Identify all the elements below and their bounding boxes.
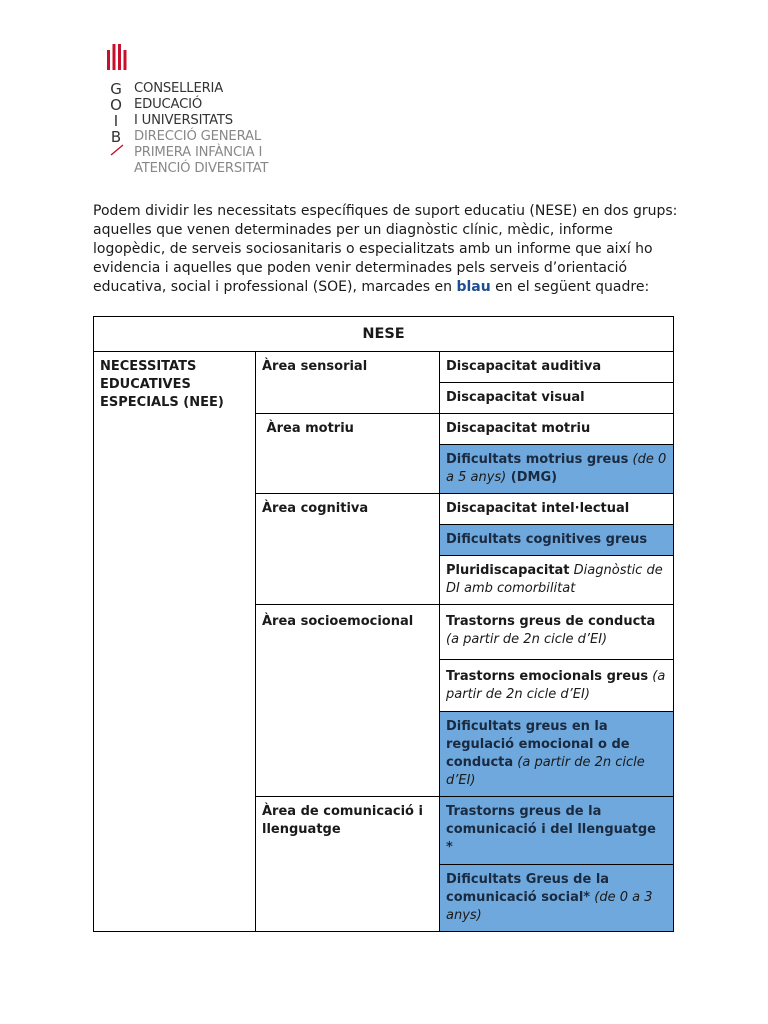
institution-logo bbox=[107, 44, 307, 184]
item-label: Discapacitat intel·lectual bbox=[446, 501, 630, 516]
item-abbrev: (DMG) bbox=[506, 470, 558, 485]
logo-line-direccio: DIRECCIÓ GENERAL bbox=[134, 129, 261, 144]
intro-paragraph bbox=[93, 202, 683, 297]
logo-slash-icon bbox=[108, 143, 126, 157]
item-discapacitat-intelectual bbox=[440, 494, 674, 525]
item-dificultats-motrius-greus bbox=[440, 445, 674, 494]
intro-text-after: en el següent quadre: bbox=[490, 279, 650, 295]
flag-stripes-icon bbox=[107, 44, 127, 72]
item-label: Trastorns greus de la comunicació i del llenguatge * bbox=[446, 804, 656, 855]
item-label: Trastorns greus de conducta bbox=[446, 614, 656, 629]
logo-line-educacio: EDUCACIÓ bbox=[134, 97, 203, 112]
area-socioemocional: Àrea socioemocional bbox=[256, 605, 440, 797]
nese-table bbox=[93, 316, 674, 932]
item-note: (a partir de 2n cicle d’EI) bbox=[446, 632, 608, 647]
item-note: Diagnòstic de DI amb comorbilitat bbox=[446, 563, 663, 596]
item-pluridiscapacitat bbox=[440, 556, 674, 605]
item-label: Pluridiscapacitat bbox=[446, 563, 570, 578]
item-label: Trastorns emocionals greus bbox=[446, 669, 649, 684]
item-label: Discapacitat visual bbox=[446, 390, 585, 405]
item-label: Dificultats greus en la regulació emocional o de conducta bbox=[446, 719, 630, 770]
table-row bbox=[94, 352, 674, 383]
item-dificultats-cognitives-greus bbox=[440, 525, 674, 556]
item-label: Dificultats Greus de la comunicació social* bbox=[446, 872, 610, 905]
logo-letter-g: G bbox=[110, 80, 122, 98]
area-comunicacio-llenguatge: Àrea de comunicació i llenguatge bbox=[256, 797, 440, 932]
item-note: (de 0 a 5 anys) bbox=[446, 452, 667, 485]
logo-line-infancia: PRIMERA INFÀNCIA I bbox=[134, 145, 263, 160]
table-header-row bbox=[94, 317, 674, 352]
item-dificultats-comunicacio-social bbox=[440, 865, 674, 932]
logo-letter-i: I bbox=[113, 112, 119, 130]
area-cognitiva: Àrea cognitiva bbox=[256, 494, 440, 605]
item-label: Dificultats motrius greus bbox=[446, 452, 629, 467]
logo-line-diversitat: ATENCIÓ DIVERSITAT bbox=[134, 161, 269, 176]
logo-line-conselleria: CONSELLERIA bbox=[134, 81, 224, 96]
item-label: Discapacitat motriu bbox=[446, 421, 591, 436]
item-trastorns-comunicacio-llenguatge bbox=[440, 797, 674, 865]
area-motriu: Àrea motriu bbox=[256, 414, 440, 494]
item-note: (a partir de 2n cicle d’EI) bbox=[446, 755, 645, 788]
item-note: (de 0 a 3 anys) bbox=[446, 890, 653, 923]
intro-highlight-blau: blau bbox=[456, 279, 491, 295]
table-header-nese: NESE bbox=[94, 317, 674, 352]
item-dificultats-regulacio-emocional bbox=[440, 712, 674, 797]
area-sensorial: Àrea sensorial bbox=[256, 352, 440, 414]
item-note: (a partir de 2n cicle d’EI) bbox=[446, 669, 666, 702]
logo-letter-o: O bbox=[110, 96, 122, 114]
item-discapacitat-visual bbox=[440, 383, 674, 414]
item-label: Discapacitat auditiva bbox=[446, 359, 602, 374]
item-trastorns-emocionals-greus bbox=[440, 660, 674, 712]
category-nee: NECESSITATS EDUCATIVES ESPECIALS (NEE) bbox=[94, 352, 256, 932]
item-trastorns-greus-conducta bbox=[440, 605, 674, 660]
item-label: Dificultats cognitives greus bbox=[446, 532, 648, 547]
intro-text-before: Podem dividir les necessitats específiques de suport educatiu (NESE) en dos grups: aquelles que venen determinades per un diagnòstic clínic, mèdic, informe logopèdic, de serveis sociosanitaris o especialitzats amb un informe que així ho evidencia i aquelles que poden venir determinades pels serveis d’orientació educativa, social i professional (SOE), marcades en bbox=[93, 203, 678, 295]
logo-letter-b: B bbox=[110, 128, 122, 146]
logo-line-universitats: I UNIVERSITATS bbox=[134, 113, 233, 128]
item-discapacitat-motriu bbox=[440, 414, 674, 445]
item-discapacitat-auditiva bbox=[440, 352, 674, 383]
